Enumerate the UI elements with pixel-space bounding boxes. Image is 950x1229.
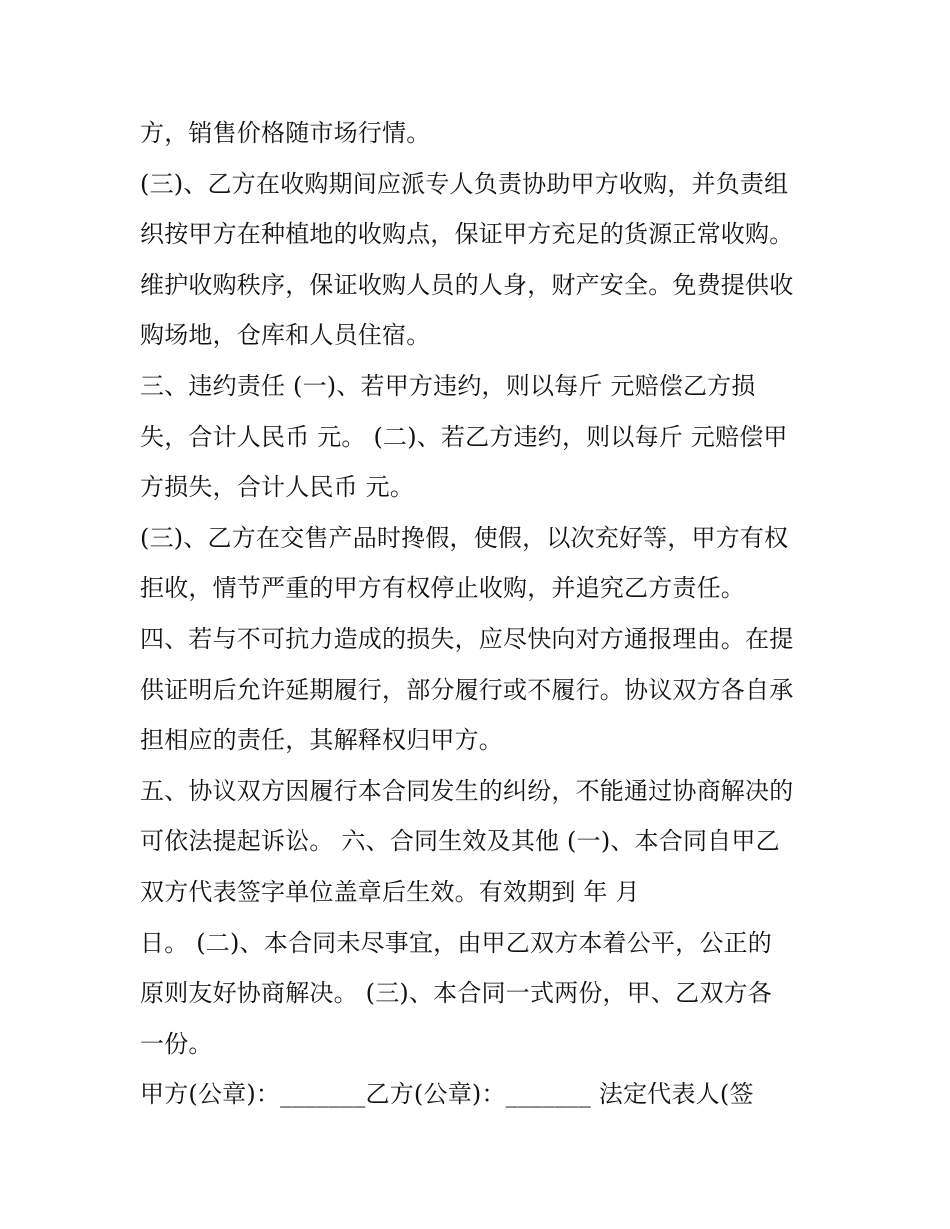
text-line: 购场地，仓库和人员住宿。 xyxy=(140,321,431,350)
text-line: 四、若与不可抗力造成的损失，应尽快向对方通报理由。在提 xyxy=(140,624,794,653)
text-line: 五、协议双方因履行本合同发生的纠纷，不能通过协商解决的 xyxy=(140,776,794,805)
text-line: 三、违约责任 (一)、若甲方违约，则以每斤 元赔偿乙方损 xyxy=(140,371,756,400)
text-line: 原则友好协商解决。 (三)、本合同一式两份，甲、乙双方各 xyxy=(140,979,772,1008)
text-line: 维护收购秩序，保证收购人员的人身，财产安全。免费提供收 xyxy=(140,270,794,299)
text-line: 失，合计人民币 元。 (二)、若乙方违约，则以每斤 元赔偿甲 xyxy=(140,422,788,451)
contract-text-block xyxy=(140,108,830,1120)
text-line: 担相应的责任，其解释权归甲方。 xyxy=(140,726,503,755)
text-line: 日。 (二)、本合同未尽事宜，由甲乙双方本着公平，公正的 xyxy=(140,928,772,957)
text-line: 一份。 xyxy=(140,1029,213,1058)
text-line: 双方代表签字单位盖章后生效。有效期到 年 月 xyxy=(140,877,640,906)
text-line: 拒收，情节严重的甲方有权停止收购，并追究乙方责任。 xyxy=(140,574,745,603)
text-line: 织按甲方在种植地的收购点，保证甲方充足的货源正常收购。 xyxy=(140,220,794,249)
text-line: 供证明后允许延期履行，部分履行或不履行。协议双方各自承 xyxy=(140,675,794,704)
text-line: (三)、乙方在收购期间应派专人负责协助甲方收购，并负责组 xyxy=(140,169,789,198)
signature-line: 甲方(公章)：_______乙方(公章)：_______ 法定代表人(签 xyxy=(140,1080,754,1109)
text-line: 可依法提起诉讼。 六、合同生效及其他 (一)、本合同自甲乙 xyxy=(140,827,780,856)
text-line: (三)、乙方在交售产品时搀假，使假，以次充好等，甲方有权 xyxy=(140,523,789,552)
text-line: 方损失，合计人民币 元。 xyxy=(140,473,415,502)
text-line: 方，销售价格随市场行情。 xyxy=(140,119,431,147)
